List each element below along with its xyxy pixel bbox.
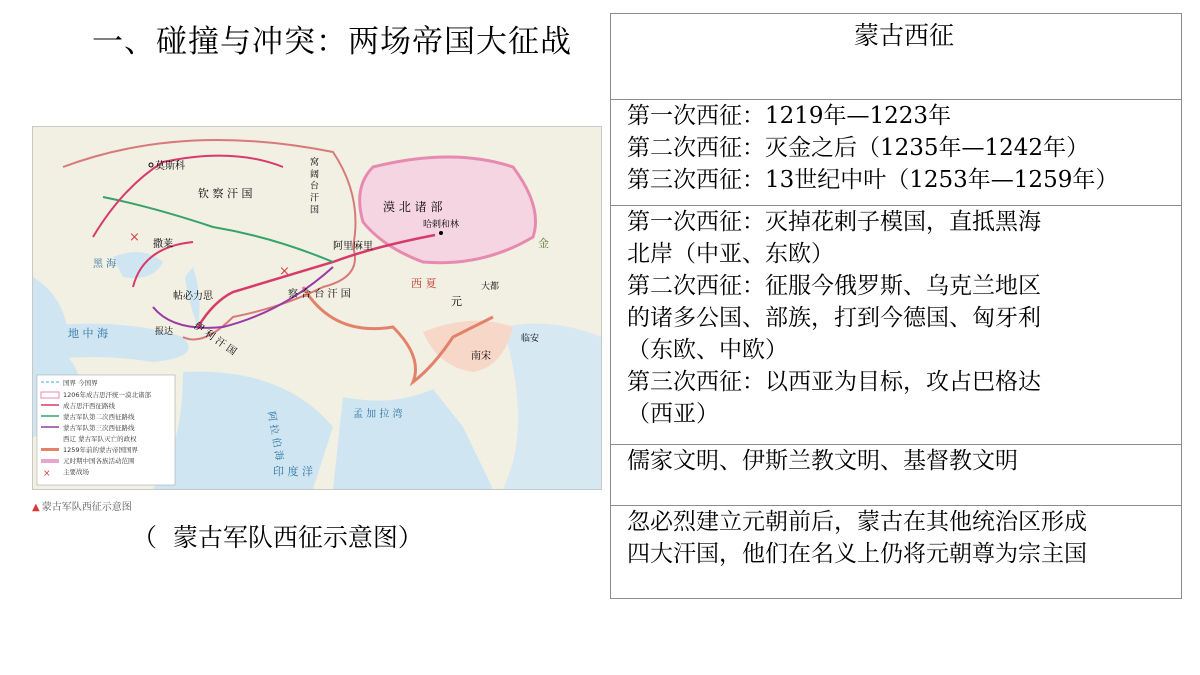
legend-item-1: 国界 今国界: [63, 379, 98, 387]
map-label-mongol-tribes: 漠 北 诸 部: [383, 200, 443, 214]
map-label-chagatai: 察 合 台 汗 国: [288, 289, 351, 300]
legend-item-3: 成吉思汗西征路线: [63, 402, 115, 410]
table-row-dates: [611, 100, 1182, 206]
map-label-tabriz: 帖必力思: [173, 291, 213, 302]
table-row-khanates: [611, 506, 1182, 599]
dates-cell: [611, 100, 1182, 206]
map-label-black-sea: 黑 海: [93, 259, 117, 270]
triangle-icon: ▲: [32, 502, 40, 513]
desc-line-7: （西亚）: [627, 401, 719, 427]
date-line-2: 第二次西征：灭金之后（1235年—1242年）: [627, 135, 1090, 161]
map-label-arabian-sea: 阿 拉 伯 海: [265, 410, 285, 462]
table-header-cell: [611, 14, 1182, 100]
table-row-descriptions: [611, 206, 1182, 445]
mongol-west-expedition-map: [32, 126, 602, 490]
map-label-jin: 金: [538, 237, 549, 250]
map-label-indian-ocean: 印 度 洋: [273, 465, 313, 478]
legend-item-2: 1206年成吉思汗统一漠北诸部: [63, 391, 152, 399]
desc-line-4: 的诸多公国、部族，打到今德国、匈牙利: [627, 305, 1041, 331]
desc-line-2: 北岸（中亚、东欧）: [627, 241, 834, 267]
svg-text:×: ×: [43, 469, 51, 479]
map-label-western-xia: 西 夏: [411, 277, 437, 290]
civilizations-text: 儒家文明、伊斯兰教文明、基督教文明: [627, 448, 1018, 474]
slide-title: 一、碰撞与冲突：两场帝国大征战: [92, 24, 572, 60]
civilizations-cell: [611, 445, 1182, 506]
map-label-karakorum: 哈剌和林: [423, 220, 460, 230]
legend-item-9: 主要战场: [63, 468, 89, 476]
map-label-dadu: 大都: [481, 282, 500, 292]
map-label-yuan: 元: [451, 295, 462, 308]
map-label-bay-of-bengal: 孟 加 拉 湾: [353, 409, 403, 420]
map-label-song: 南宋: [471, 351, 491, 362]
desc-line-5: （东欧、中欧）: [627, 337, 788, 363]
map-label-mediterranean: 地 中 海: [68, 327, 108, 340]
legend-item-7: 1259年前的蒙古帝国国界: [63, 446, 139, 454]
map-label-saray: 撒莱: [153, 239, 173, 250]
table-row-header: [611, 14, 1182, 100]
map-label-linan: 临安: [521, 334, 540, 344]
desc-line-6: 第三次西征：以西亚为目标，攻占巴格达: [627, 369, 1041, 395]
descriptions-cell: [611, 206, 1182, 445]
khanates-line-2: 四大汗国，他们在名义上仍将元朝尊为宗主国: [627, 541, 1087, 567]
map-label-ogodei: 窝 阔 台 汗 国: [308, 157, 318, 214]
map-label-almaliq: 阿里麻里: [333, 241, 373, 252]
map-label-moscow: 莫斯科: [155, 161, 185, 172]
svg-text:×: ×: [279, 264, 290, 279]
table-row-civilizations: [611, 445, 1182, 506]
date-line-3: 第三次西征：13世纪中叶（1253年—1259年）: [627, 167, 1119, 193]
legend-item-8: 元时期中国各族活动范围: [63, 457, 135, 465]
map-label-baghdad: 报达: [155, 327, 174, 337]
map-caption-text: 蒙古军队西征示意图: [41, 502, 132, 513]
desc-line-3: 第二次西征：征服今俄罗斯、乌克兰地区: [627, 273, 1041, 299]
khanates-line-1: 忽必烈建立元朝前后，蒙古在其他统治区形成: [627, 509, 1087, 535]
legend-item-4: 蒙古军队第二次西征路线: [63, 413, 135, 421]
desc-line-1: 第一次西征：灭掉花剌子模国，直抵黑海: [627, 209, 1041, 235]
date-line-1: 第一次西征：1219年—1223年: [627, 103, 952, 129]
map-source-caption: [32, 498, 132, 513]
map-label-kipchak: 钦 察 汗 国: [198, 187, 253, 200]
expedition-table: [610, 13, 1182, 599]
legend-item-6: 西辽 蒙古军队灭亡的政权: [63, 435, 137, 443]
svg-text:×: ×: [129, 230, 140, 245]
legend-item-5: 蒙古军队第三次西征路线: [63, 424, 135, 432]
map-graphic: [33, 127, 601, 489]
table-header: 蒙古西征: [853, 21, 954, 50]
map-label-ilkhan: 伊 利 汗 国: [191, 320, 239, 358]
khanates-cell: [611, 506, 1182, 599]
figure-caption: （ 蒙古军队西征示意图）: [132, 523, 423, 552]
